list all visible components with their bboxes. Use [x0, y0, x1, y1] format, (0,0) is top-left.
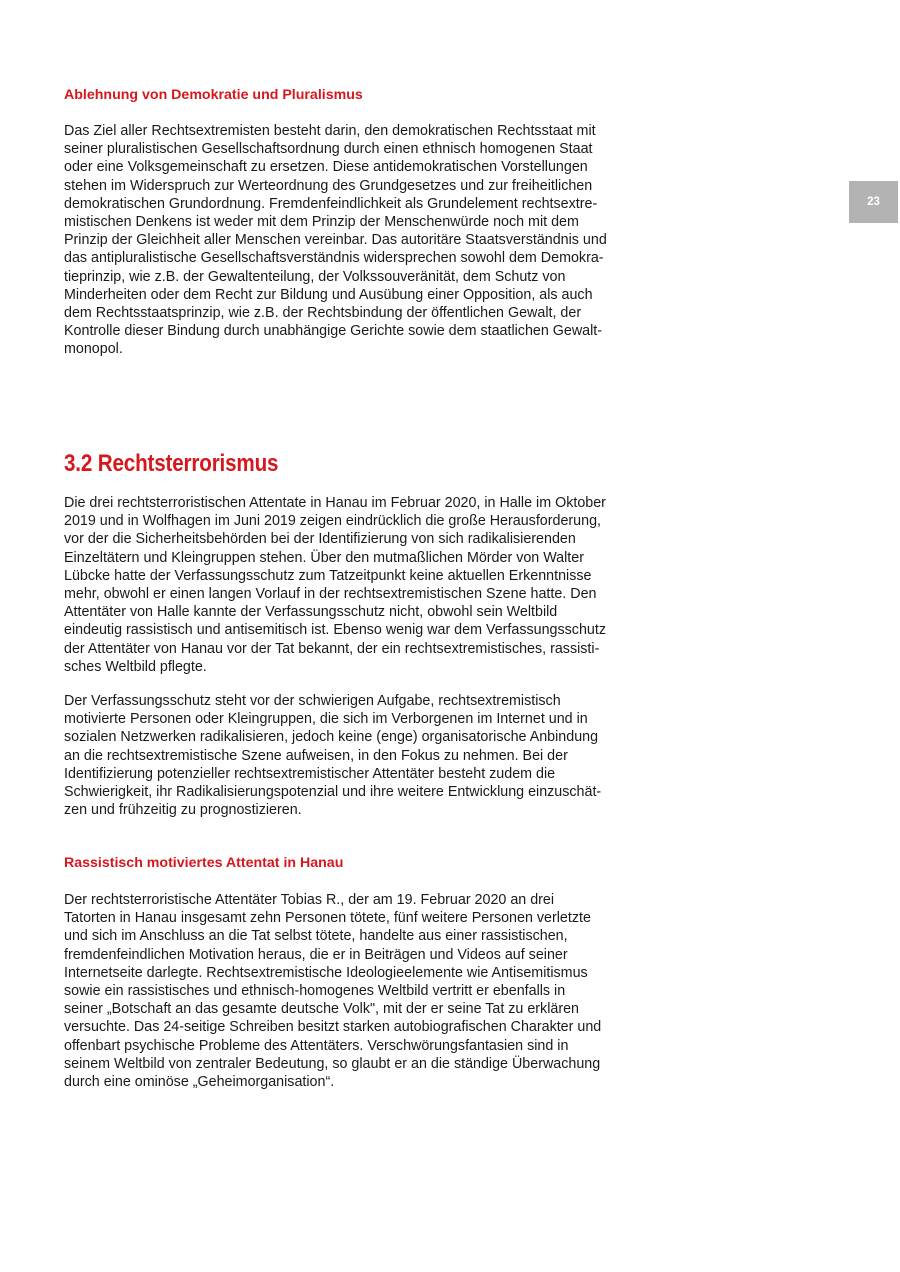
text-line: tieprinzip, wie z.B. der Gewaltenteilung, der Volkssouveränität, dem Schutz von: [64, 268, 566, 285]
text-line: Attentäter von Halle kannte der Verfassungsschutz nicht, obwohl sein Weltbild: [64, 604, 558, 621]
text-line: eindeutig rassistisch und antisemitisch ist. Ebenso wenig war dem Verfassungsschutz: [64, 622, 606, 639]
text-line: Internetseite darlegte. Rechtsextremistische Ideologieelemente wie Antisemitismus: [64, 964, 588, 981]
heading-hanau-attack: Rassistisch motiviertes Attentat in Hanau: [64, 855, 344, 871]
text-line: sozialen Netzwerken radikalisieren, jedoch keine (enge) organisatorische Anbindung: [64, 729, 599, 746]
paragraph-verfassungsschutz-task: [64, 692, 601, 819]
page-number-tab: [849, 181, 898, 223]
text-line: Kontrolle dieser Bindung durch unabhängige Gerichte sowie dem staatlichen Gewalt-: [64, 323, 603, 340]
text-line: seiner pluralistischen Gesellschaftsordnung durch einen ethnisch homogenen Staat: [64, 141, 593, 158]
text-line: motivierte Personen oder Kleingruppen, die sich im Verborgenen im Internet und in: [64, 711, 588, 728]
text-line: dem Rechtsstaatsprinzip, wie z.B. der Rechtsbindung der öffentlichen Gewalt, der: [64, 305, 582, 322]
text-line: Identifizierung potenzieller rechtsextremistischer Attentäter besteht zudem die: [64, 765, 556, 782]
text-line: Der rechtsterroristische Attentäter Tobias R., der am 19. Februar 2020 an drei: [64, 892, 555, 908]
text-line: der Attentäter von Hanau vor der Tat bekannt, der ein rechtsextremistisches, rassisti-: [64, 640, 600, 657]
text-line: Das Ziel aller Rechtsextremisten besteht darin, den demokratischen Rechtsstaat mit: [64, 123, 596, 139]
paragraph-democracy-pluralism: [64, 122, 607, 359]
text-line: vor der die Sicherheitsbehörden bei der Identifizierung von sich radikalisierenden: [64, 531, 576, 548]
text-line: an die rechtsextremistische Szene aufweisen, in den Fokus zu nehmen. Bei der: [64, 747, 568, 764]
text-line: offenbart psychische Probleme des Attentäters. Verschwörungsfantasien sind in: [64, 1037, 569, 1054]
paragraph-hanau-attack: [64, 891, 601, 1091]
text-line: 2019 und in Wolfhagen im Juni 2019 zeigen eindrücklich die große Herausforderung,: [64, 513, 601, 530]
text-line: zen und frühzeitig zu prognostizieren.: [64, 802, 302, 819]
text-line: das antipluralistische Gesellschaftsverständnis widersprechen sowohl dem Demokra-: [64, 250, 604, 267]
text-line: Der Verfassungsschutz steht vor der schwierigen Aufgabe, rechtsextremistisch: [64, 693, 561, 709]
text-line: und sich im Anschluss an die Tat selbst tötete, handelte aus einer rassistischen,: [64, 928, 568, 945]
text-line: stehen im Widerspruch zur Werteordnung des Grundgesetzes und zur freiheitlichen: [64, 177, 593, 194]
text-line: Einzeltätern und Kleingruppen stehen. Über den mutmaßlichen Mörder von Walter: [64, 549, 584, 566]
heading-rechtsterrorismus: 3.2 Rechtsterrorismus: [64, 450, 279, 477]
text-line: durch eine ominöse „Geheimorganisation“.: [64, 1074, 335, 1091]
text-line: oder eine Volksgemeinschaft zu ersetzen. Diese antidemokratischen Vorstellungen: [64, 159, 588, 176]
text-line: mistischen Denkens ist weder mit dem Prinzip der Menschenwürde noch mit dem: [64, 214, 579, 231]
text-line: Die drei rechtsterroristischen Attentate in Hanau im Februar 2020, in Halle im Oktober: [64, 495, 606, 511]
text-line: fremdenfeindlichen Motivation heraus, die er in Beiträgen und Videos auf seiner: [64, 946, 568, 963]
page-number: 23: [867, 196, 880, 208]
text-line: Lübcke hatte der Verfassungsschutz zum Tatzeitpunkt keine aktuellen Erkenntnisse: [64, 567, 592, 584]
text-line: mehr, obwohl er einen langen Vorlauf in der rechtsextremistischen Szene hatte. Den: [64, 586, 597, 603]
text-line: seinem Weltbild von zentraler Bedeutung, so glaubt er an die ständige Überwachung: [64, 1055, 601, 1072]
text-line: demokratischen Grundordnung. Fremdenfeindlichkeit als Grundelement rechtsextre-: [64, 195, 598, 212]
text-line: sches Weltbild pflegte.: [64, 658, 207, 675]
text-line: versuchte. Das 24-seitige Schreiben besitzt starken autobiografischen Charakter und: [64, 1019, 602, 1036]
heading-democracy-pluralism: Ablehnung von Demokratie und Pluralismus: [64, 87, 363, 103]
text-line: monopol.: [64, 341, 123, 358]
text-line: Tatorten in Hanau insgesamt zehn Personen tötete, fünf weitere Personen verletzte: [64, 910, 591, 927]
text-line: Prinzip der Gleichheit aller Menschen vereinbar. Das autoritäre Staatsverständnis und: [64, 232, 607, 249]
text-line: seiner „Botschaft an das gesamte deutsche Volk", mit der er seine Tat zu erklären: [64, 1001, 580, 1018]
text-line: Minderheiten oder dem Recht zur Bildung und Ausübung einer Opposition, als auch: [64, 286, 593, 303]
text-line: Schwierigkeit, ihr Radikalisierungspotenzial und ihre weitere Entwicklung einzuschät-: [64, 784, 602, 801]
text-line: sowie ein rassistisches und ethnisch-homogenes Weltbild vertritt er ebenfalls in: [64, 983, 566, 1000]
paragraph-rechtsterrorismus-attacks: [64, 494, 606, 676]
